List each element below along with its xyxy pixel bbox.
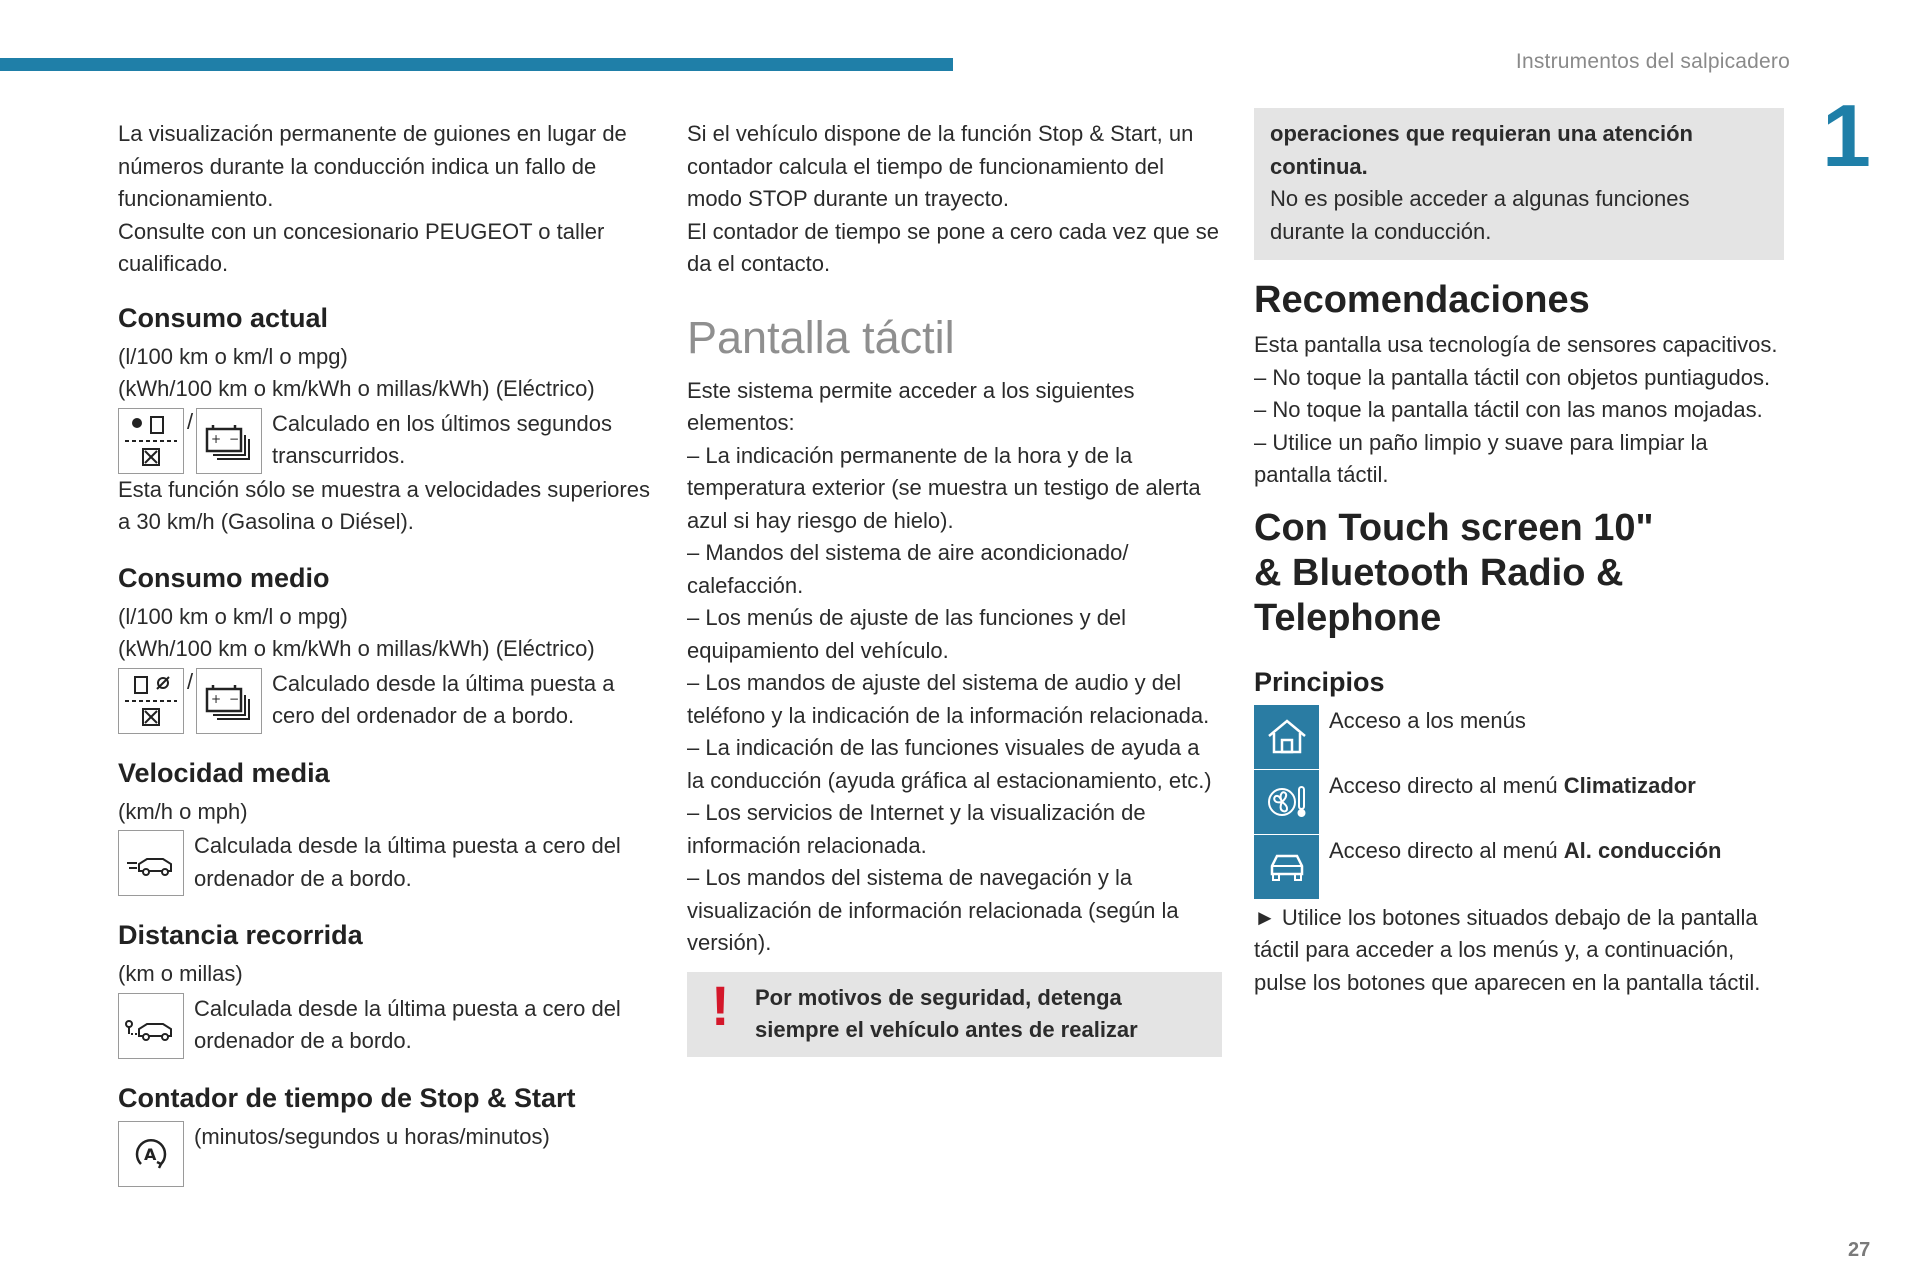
units-line: (l/100 km o km/l o mpg)	[118, 343, 348, 369]
units-line: (km/h o mph)	[118, 798, 248, 824]
paragraph: La visualización permanente de guiones en lugar de números durante la conducción indica un fallo de funcionamiento.	[118, 121, 627, 211]
menu-description: Acceso directo al menú	[1329, 837, 1564, 863]
icon-row	[118, 993, 658, 1059]
list-item: – No toque la pantalla táctil con objetos puntiagudos.	[1254, 364, 1771, 390]
icon-description: Calculada desde la última puesta a cero del ordenador de a bordo.	[194, 833, 621, 891]
slash-separator: /	[186, 668, 194, 694]
heading-line: Telephone	[1254, 596, 1442, 639]
distance-car-icon	[118, 993, 184, 1059]
units-line: (km o millas)	[118, 961, 243, 986]
list-item: – No toque la pantalla táctil con las manos mojadas.	[1254, 397, 1763, 422]
units-line: (kWh/100 km o km/kWh o millas/kWh) (Eléctrico)	[118, 376, 595, 401]
list-item: – Los servicios de Internet y la visualización de información relacionada.	[687, 800, 1146, 858]
heading-distancia-recorrida: Distancia recorrida	[118, 920, 363, 950]
list-item: – Los mandos de ajuste del sistema de audio y del teléfono y la indicación de la información relacionada.	[687, 670, 1210, 728]
running-title: Instrumentos del salpicadero	[1515, 50, 1790, 73]
icon-description: Calculada desde la última puesta a cero del ordenador de a bordo.	[194, 995, 621, 1053]
heading-velocidad-media: Velocidad media	[118, 757, 330, 788]
units-line: (kWh/100 km o km/kWh o millas/kWh) (Eléctrico)	[118, 636, 595, 661]
column-2	[687, 118, 1222, 1057]
heading-consumo-medio: Consumo medio	[118, 562, 330, 593]
list-item: – Utilice un paño limpio y suave para limpiar la pantalla táctil.	[1254, 429, 1708, 487]
menu-access-row	[1254, 705, 1784, 770]
paragraph: Este sistema permite acceder a los siguientes elementos:	[687, 377, 1135, 435]
slash-separator: /	[186, 408, 194, 434]
fan-temperature-icon	[1254, 770, 1319, 835]
icon-row	[118, 830, 658, 896]
menu-description: Acceso a los menús	[1329, 707, 1526, 733]
safety-warning	[687, 972, 1222, 1057]
stop-start-icon	[118, 1121, 184, 1187]
paragraph: Esta pantalla usa tecnología de sensores capacitivos.	[1254, 332, 1778, 357]
average-speed-car-icon	[118, 830, 184, 896]
svg-text:+: +	[211, 431, 222, 446]
heading-touch-screen	[1254, 506, 1784, 641]
instruction-paragraph: ► Utilice los botones situados debajo de la pantalla táctil para acceder a los menús y, a continuación, pulse los botones que aparecen en la pantalla táctil.	[1254, 904, 1761, 995]
car-front-icon	[1254, 835, 1319, 900]
list-item: – La indicación permanente de la hora y de la temperatura exterior (se muestra un testigo de alerta azul si hay riesgo de hielo).	[687, 442, 1201, 533]
battery-consumption-icon	[196, 668, 262, 734]
list-item: – Mandos del sistema de aire acondicionado/ calefacción.	[687, 540, 1129, 598]
svg-text:A: A	[144, 1144, 157, 1164]
safety-warning-continued	[1254, 108, 1784, 260]
icon-row	[118, 408, 658, 474]
menu-access-row	[1254, 835, 1784, 900]
warning-text: Por motivos de seguridad, detenga siempre el vehículo antes de realizar	[755, 984, 1138, 1042]
menu-description: Acceso directo al menú	[1329, 772, 1564, 798]
icon-description: Calculado desde la última puesta a cero del ordenador de a bordo.	[272, 670, 615, 728]
column-1	[118, 118, 658, 1187]
list-item: – Los menús de ajuste de las funciones y del equipamiento del vehículo.	[687, 605, 1127, 663]
menu-access-row	[1254, 770, 1784, 835]
heading-pantalla-tactil: Pantalla táctil	[687, 311, 955, 363]
warning-text-bold: operaciones que requieran una atención continua.	[1270, 121, 1693, 179]
warning-icon: !	[711, 973, 730, 1037]
warning-text: No es posible acceder a algunas funciones durante la conducción.	[1270, 186, 1690, 244]
paragraph: Si el vehículo dispone de la función Stop & Start, un contador calcula el tiempo de funcionamiento del modo STOP durante un trayecto.	[687, 121, 1194, 211]
paragraph: Esta función sólo se muestra a velocidades superiores a 30 km/h (Gasolina o Diésel).	[118, 476, 650, 534]
icon-row	[118, 668, 658, 734]
home-icon	[1254, 705, 1319, 770]
list-item: – La indicación de las funciones visuales de ayuda a la conducción (ayuda gráfica al estacionamiento, etc.)	[687, 735, 1212, 793]
svg-text:−: −	[229, 431, 240, 446]
chapter-number: 1	[1822, 86, 1871, 185]
menu-name: Al. conducción	[1563, 837, 1722, 863]
heading-consumo-actual: Consumo actual	[118, 302, 329, 333]
fuel-consumption-average-icon	[118, 668, 184, 734]
heading-recomendaciones: Recomendaciones	[1254, 279, 1590, 321]
icon-description: (minutos/segundos u horas/minutos)	[194, 1123, 550, 1149]
units-line: (l/100 km o km/l o mpg)	[118, 603, 348, 629]
paragraph: El contador de tiempo se pone a cero cada vez que se da el contacto.	[687, 218, 1220, 276]
battery-consumption-icon	[196, 408, 262, 474]
icon-row	[118, 1121, 658, 1187]
heading-stop-start: Contador de tiempo de Stop & Start	[118, 1082, 576, 1113]
heading-principios: Principios	[1254, 666, 1385, 697]
icon-description: Calculado en los últimos segundos transcurridos.	[272, 410, 612, 468]
column-3	[1254, 118, 1784, 999]
paragraph: Consulte con un concesionario PEUGEOT o taller cualificado.	[118, 218, 605, 276]
svg-text:−: −	[229, 691, 240, 706]
heading-line: & Bluetooth Radio &	[1254, 551, 1624, 594]
header-accent-bar	[0, 58, 953, 71]
menu-name: Climatizador	[1563, 772, 1696, 798]
heading-line: Con Touch screen 10"	[1254, 506, 1654, 549]
page-number: 27	[1848, 1239, 1871, 1261]
svg-text:+: +	[211, 691, 222, 706]
list-item: – Los mandos del sistema de navegación y la visualización de información relacionada (según la versión).	[687, 865, 1179, 955]
fuel-consumption-instant-icon	[118, 408, 184, 474]
